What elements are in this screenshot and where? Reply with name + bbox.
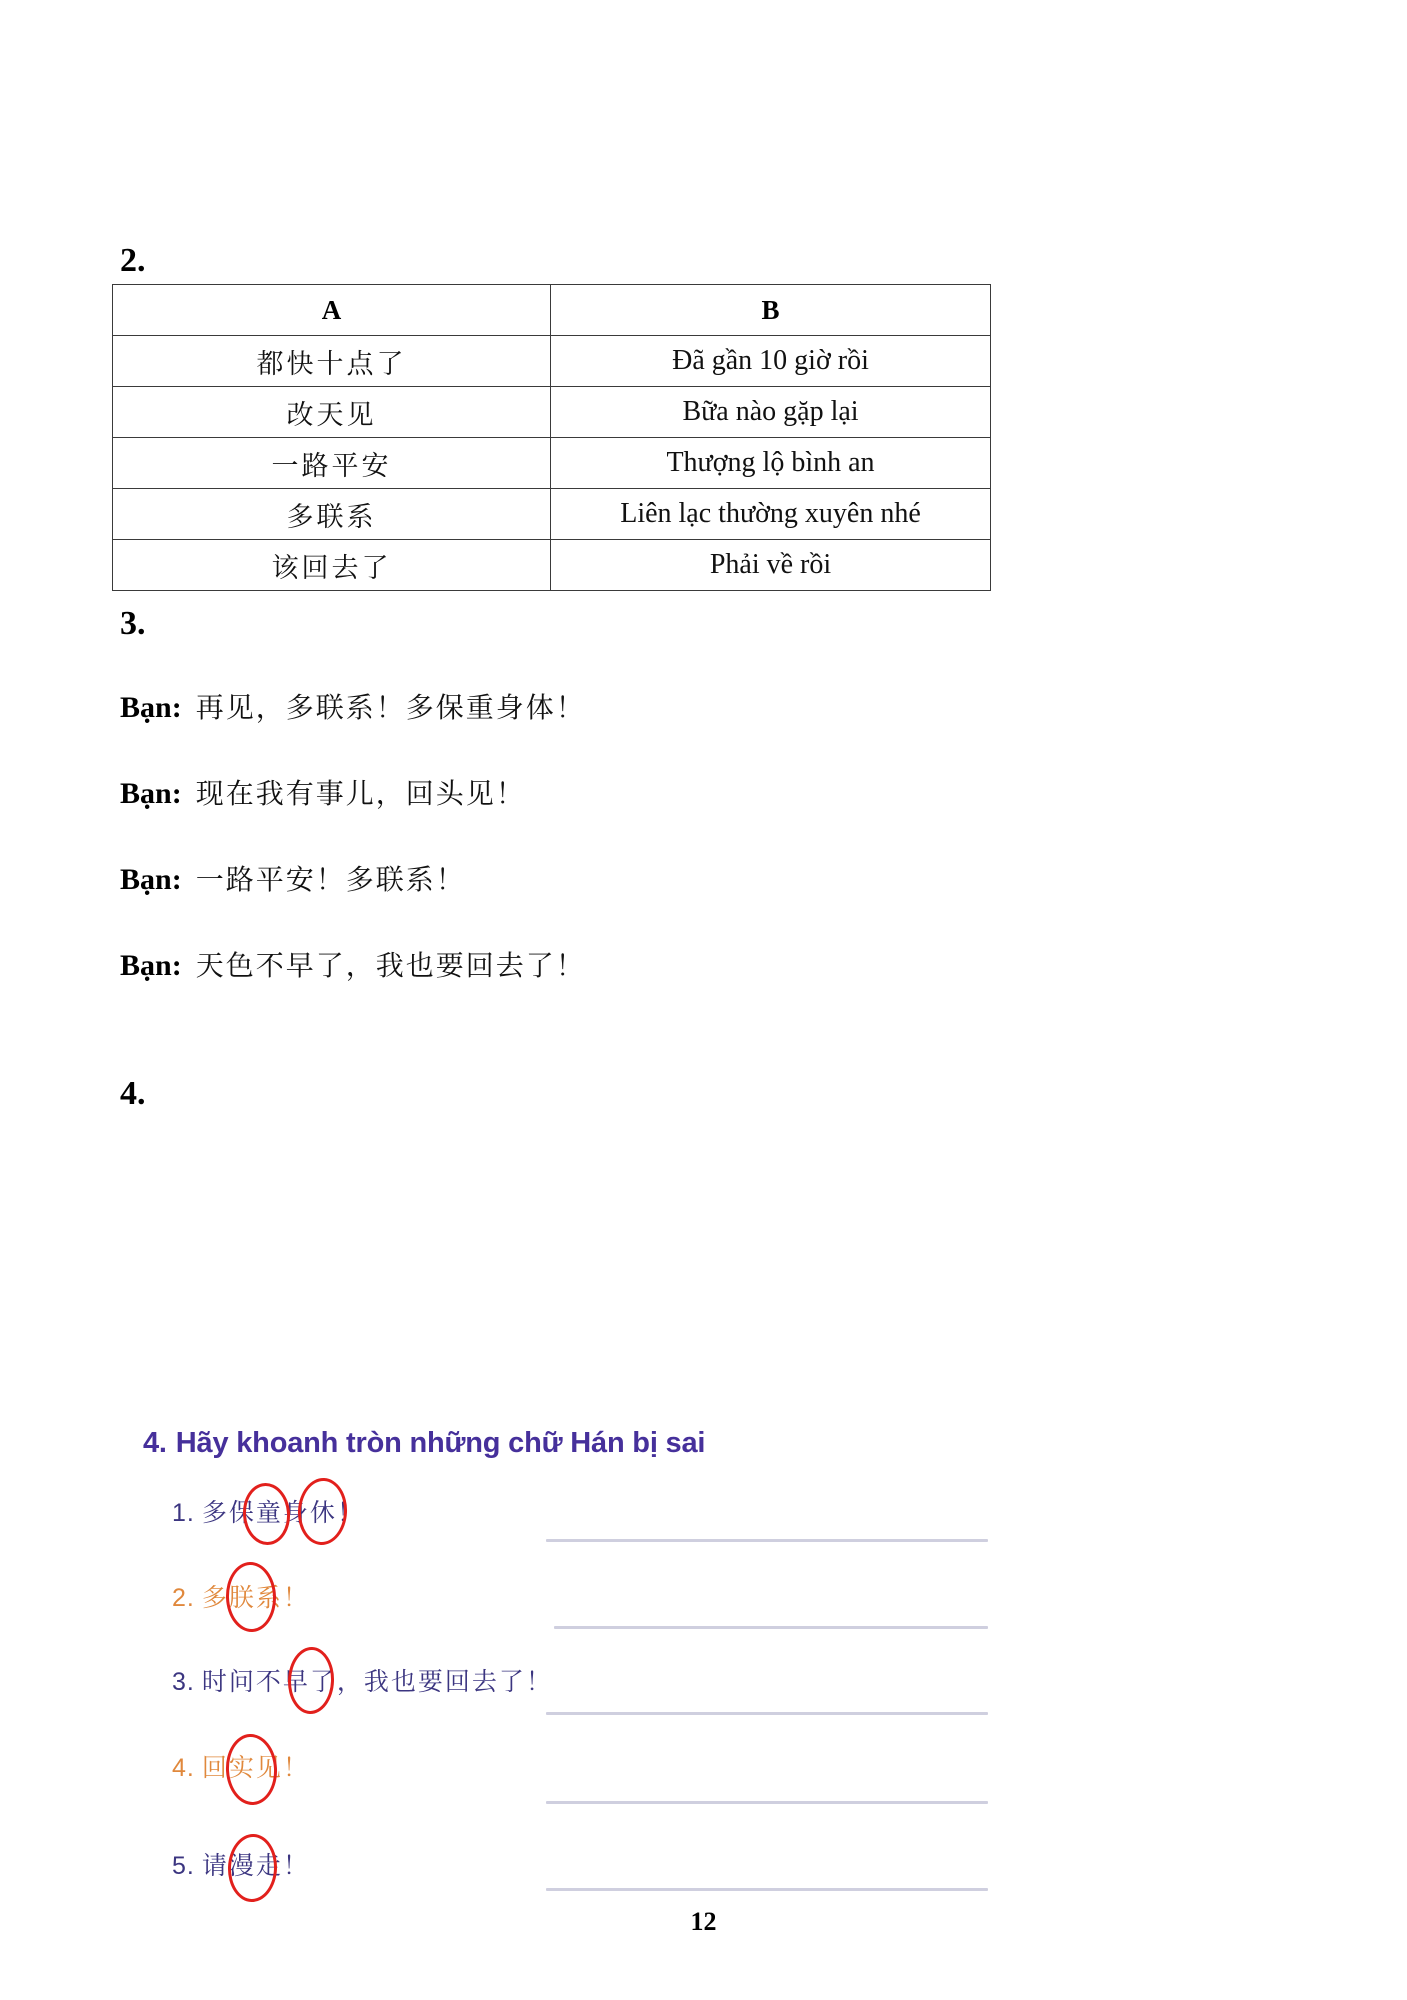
dialogue-text: 天色不早了，我也要回去了！ xyxy=(195,949,586,982)
column-header-a: A xyxy=(113,285,551,336)
circle-annotation xyxy=(241,1481,292,1546)
exercise4-heading xyxy=(143,1427,705,1460)
dialogue-line xyxy=(120,858,466,898)
column-header-b: B xyxy=(551,285,991,336)
cell-chinese: 多联系 xyxy=(113,489,551,540)
exercise4-heading-text: Hãy khoanh tròn những chữ Hán bị sai xyxy=(175,1427,706,1459)
cell-chinese: 都快十点了 xyxy=(113,336,551,387)
page-number: 12 xyxy=(690,1907,717,1936)
cell-vietnamese: Bữa nào gặp lại xyxy=(551,387,991,438)
answer-line[interactable] xyxy=(546,1888,988,1891)
answer-line[interactable] xyxy=(554,1626,988,1629)
dialogue-line xyxy=(120,686,586,726)
answer-line[interactable] xyxy=(546,1712,988,1715)
section-number-3: 3. xyxy=(120,605,146,642)
dialogue-speaker: Bạn: xyxy=(120,777,182,810)
section-number-4: 4. xyxy=(120,1075,146,1112)
cell-vietnamese: Liên lạc thường xuyên nhé xyxy=(551,489,991,540)
phrase-match-table xyxy=(112,284,991,591)
section-number-2: 2. xyxy=(120,242,146,279)
exercise4-item xyxy=(172,1662,553,1698)
item-text: 多朕系！ xyxy=(201,1583,310,1612)
table-header-row xyxy=(113,285,991,336)
item-number: 4. xyxy=(172,1754,195,1782)
dialogue-text: 再见，多联系！多保重身体！ xyxy=(195,691,586,724)
cell-chinese: 改天见 xyxy=(113,387,551,438)
item-text: 时问不早了，我也要回去了！ xyxy=(201,1667,553,1696)
dialogue-line xyxy=(120,944,586,984)
item-number: 5. xyxy=(172,1852,195,1880)
item-number: 1. xyxy=(172,1499,195,1527)
item-text: 请漫走！ xyxy=(201,1851,310,1880)
cell-chinese: 一路平安 xyxy=(113,438,551,489)
table-row xyxy=(113,489,991,540)
cell-vietnamese: Thượng lộ bình an xyxy=(551,438,991,489)
dialogue-speaker: Bạn: xyxy=(120,691,182,724)
circle-annotation xyxy=(224,1733,279,1807)
dialogue-text: 一路平安！多联系！ xyxy=(195,863,466,896)
table-row xyxy=(113,438,991,489)
table-row xyxy=(113,540,991,591)
cell-chinese: 该回去了 xyxy=(113,540,551,591)
exercise4-heading-number: 4. xyxy=(143,1427,167,1459)
dialogue-line xyxy=(120,772,526,812)
dialogue-speaker: Bạn: xyxy=(120,949,182,982)
answer-line[interactable] xyxy=(546,1539,988,1542)
table-row xyxy=(113,387,991,438)
item-number: 2. xyxy=(172,1584,195,1612)
circle-annotation xyxy=(296,1477,348,1546)
dialogue-speaker: Bạn: xyxy=(120,863,182,896)
cell-vietnamese: Phải về rồi xyxy=(551,540,991,591)
item-text: 多保童身休！ xyxy=(201,1498,364,1527)
circle-annotation xyxy=(287,1646,335,1715)
cell-vietnamese: Đã gần 10 giờ rồi xyxy=(551,336,991,387)
table-row xyxy=(113,336,991,387)
answer-line[interactable] xyxy=(546,1801,988,1804)
circle-annotation xyxy=(225,1561,277,1633)
circle-annotation xyxy=(227,1833,278,1903)
item-text: 回实见！ xyxy=(201,1753,310,1782)
dialogue-text: 现在我有事儿，回头见！ xyxy=(195,777,526,810)
item-number: 3. xyxy=(172,1668,195,1696)
